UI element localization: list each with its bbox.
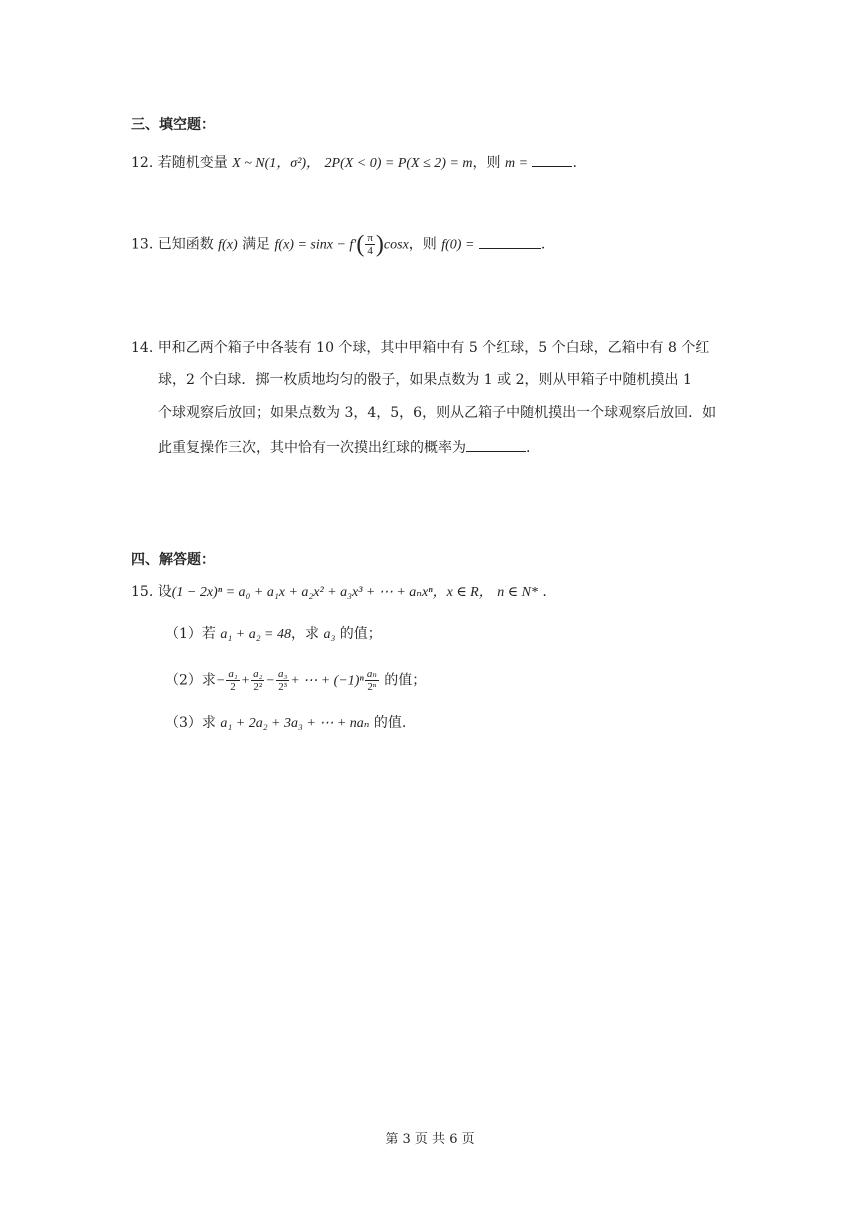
fraction-denominator: 2³: [278, 681, 287, 693]
question-13: [131, 232, 545, 257]
question-text: 已知函数: [157, 236, 214, 253]
section-title-fill-blank: 三、填空题：: [131, 117, 215, 133]
math-expression: ，x ∈ R，: [432, 585, 493, 600]
fraction-numerator: a₂: [253, 668, 263, 680]
question-number: 14.: [131, 340, 154, 356]
math-expression: + ⋯ + (−1)ⁿ: [290, 673, 364, 689]
question-number: 12.: [131, 155, 154, 171]
math-expression: −: [265, 673, 275, 689]
fraction: [365, 668, 379, 693]
question-15-part-2: [165, 668, 426, 693]
fraction-numerator: a₃: [277, 668, 288, 680]
math-expression: cosx: [383, 237, 409, 253]
question-text: 此重复操作三次，其中恰有一次摸出红球的概率为: [158, 440, 466, 456]
math-expression: f(0) =: [441, 237, 475, 253]
fraction: [276, 668, 289, 693]
section-title-solution: 四、解答题：: [131, 552, 215, 568]
fraction-denominator: 2²: [253, 681, 263, 693]
fraction-numerator: aₙ: [366, 668, 377, 680]
math-expression: a₃: [323, 627, 336, 642]
math-expression: X ~ N(1，σ²)，: [232, 156, 321, 171]
math-expression: (1 − 2x)ⁿ = a₀ + a₁x + a₂x² + a₃x³ + ⋯ + aₙxⁿ: [171, 585, 433, 600]
fraction-numerator: a₁: [228, 668, 238, 680]
question-text: 的值.: [373, 715, 407, 731]
math-expression: −: [215, 673, 226, 689]
question-number: 13.: [131, 236, 154, 253]
question-14-line-4: [158, 437, 530, 458]
math-expression: a₁ + a₂ = 48: [220, 627, 292, 642]
fraction: [251, 668, 264, 693]
question-text: 的值；: [384, 672, 427, 689]
math-expression: n ∈ N*: [497, 585, 538, 600]
left-paren: (: [356, 231, 365, 258]
question-text: 若随机变量: [157, 155, 228, 171]
question-text: 满足: [242, 236, 271, 253]
answer-blank: [532, 152, 572, 167]
part-label: （2）求: [165, 672, 216, 689]
fraction-numerator: π: [367, 232, 373, 244]
answer-blank: [479, 234, 541, 249]
question-number: 15.: [131, 584, 154, 600]
question-text: ，则: [472, 155, 501, 171]
part-label: （1）若: [165, 626, 216, 642]
part-label: （3）求: [165, 715, 216, 731]
math-expression: 2P(X < 0) = P(X ≤ 2) = m: [324, 156, 473, 171]
question-text: 甲和乙两个箱子中各装有 10 个球，其中甲箱中有 5 个红球，5 个白球，乙箱中有 8 个红: [157, 340, 710, 356]
question-12: [131, 152, 577, 174]
math-expression: a₁ + 2a₂ + 3a₃ + ⋯ + naₙ: [220, 716, 370, 731]
fraction-denominator: 4: [367, 245, 373, 257]
question-text: 的值；: [339, 626, 382, 642]
question-15-part-3: [165, 713, 406, 734]
fraction-denominator: 2ⁿ: [367, 681, 377, 693]
question-text: ，求: [291, 626, 320, 642]
period: .: [572, 155, 577, 171]
math-expression: f(x): [218, 237, 238, 253]
question-14-line-3: 个球观察后放回；如果点数为 3，4，5，6，则从乙箱子中随机摸出一个球观察后放回．如: [158, 405, 717, 421]
math-expression: +: [240, 673, 251, 689]
page-footer: 第 3 页 共 6 页: [385, 1132, 475, 1147]
question-15: [131, 582, 547, 603]
period: .: [542, 584, 547, 600]
math-expression: f(x) = sinx − f′: [274, 237, 357, 253]
answer-blank: [466, 437, 526, 452]
fraction-denominator: 2: [230, 681, 236, 693]
right-paren: ): [375, 231, 384, 258]
question-14-line-1: [131, 338, 709, 358]
period: .: [526, 440, 531, 456]
period: .: [540, 236, 546, 253]
question-text: 设: [157, 584, 172, 600]
question-15-part-1: [165, 624, 382, 645]
fraction: [226, 668, 239, 693]
question-14-line-2: 球，2 个白球．掷一枚质地均匀的骰子，如果点数为 1 或 2，则从甲箱子中随机摸出 1: [158, 372, 692, 388]
fraction: [365, 232, 375, 257]
question-text: ，则: [408, 236, 437, 253]
math-expression: m =: [504, 156, 529, 171]
